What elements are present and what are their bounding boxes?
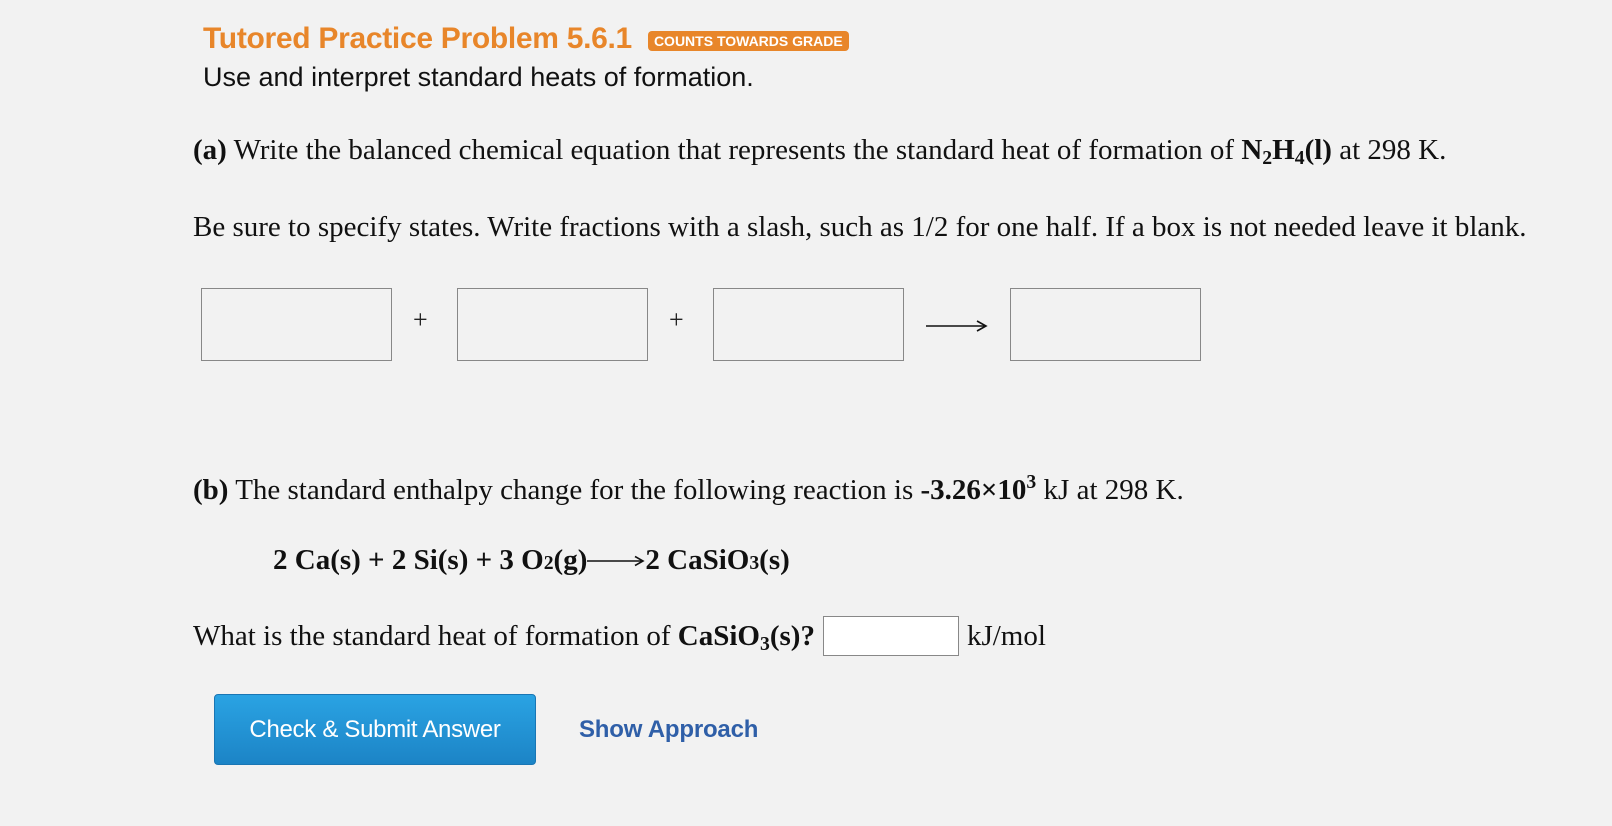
question-compound: CaSiO$_3$(s)? <box>677 619 815 655</box>
problem-title: Tutored Practice Problem 5.6.1 <box>203 22 632 55</box>
part-a-text-end: at 298 K. <box>1339 134 1447 166</box>
reaction-arrow-icon <box>587 553 645 569</box>
grade-badge: COUNTS TOWARDS GRADE <box>648 31 849 51</box>
unit-label: kJ/mol <box>966 619 1046 652</box>
part-a-instructions: Be sure to specify states. Write fractions with a slash, such as 1/2 for one half. If a box is not needed leave it blank. <box>193 211 1527 243</box>
question-text: What is the standard heat of formation of <box>193 619 671 652</box>
reactant-3-input[interactable] <box>713 288 904 361</box>
check-submit-button[interactable]: Check & Submit Answer <box>214 694 536 765</box>
show-approach-link[interactable]: Show Approach <box>579 716 759 743</box>
title-row <box>203 22 849 56</box>
heat-of-formation-question <box>193 616 1046 656</box>
part-a-label: (a) <box>193 134 227 166</box>
part-b-label: (b) <box>193 474 229 506</box>
part-a-compound: $N_2H_4(l)$ <box>1241 134 1332 169</box>
problem-subtitle: Use and interpret standard heats of formation. <box>203 62 754 92</box>
plus-sign: + <box>669 305 684 334</box>
reaction-arrow-icon <box>925 316 989 336</box>
enthalpy-value: $-3.26\times 10^3$ <box>920 471 1037 506</box>
product-input[interactable] <box>1010 288 1201 361</box>
problem-header <box>203 22 849 93</box>
heat-of-formation-input[interactable] <box>823 616 959 656</box>
part-a-text: Write the balanced chemical equation that represents the standard heat of formation of <box>233 134 1235 166</box>
reactant-2-input[interactable] <box>457 288 648 361</box>
part-a-question <box>193 134 1446 167</box>
part-b-text: The standard enthalpy change for the following reaction is <box>235 474 914 506</box>
reactant-1-input[interactable] <box>201 288 392 361</box>
part-b-question <box>193 471 1184 507</box>
part-b-text-end: kJ at 298 K. <box>1043 474 1184 506</box>
reaction-equation: 2 Ca(s) + 2 Si(s) + 3 O 2 (g) 2 CaSiO 3 (s) <box>273 544 790 576</box>
plus-sign: + <box>413 305 428 334</box>
